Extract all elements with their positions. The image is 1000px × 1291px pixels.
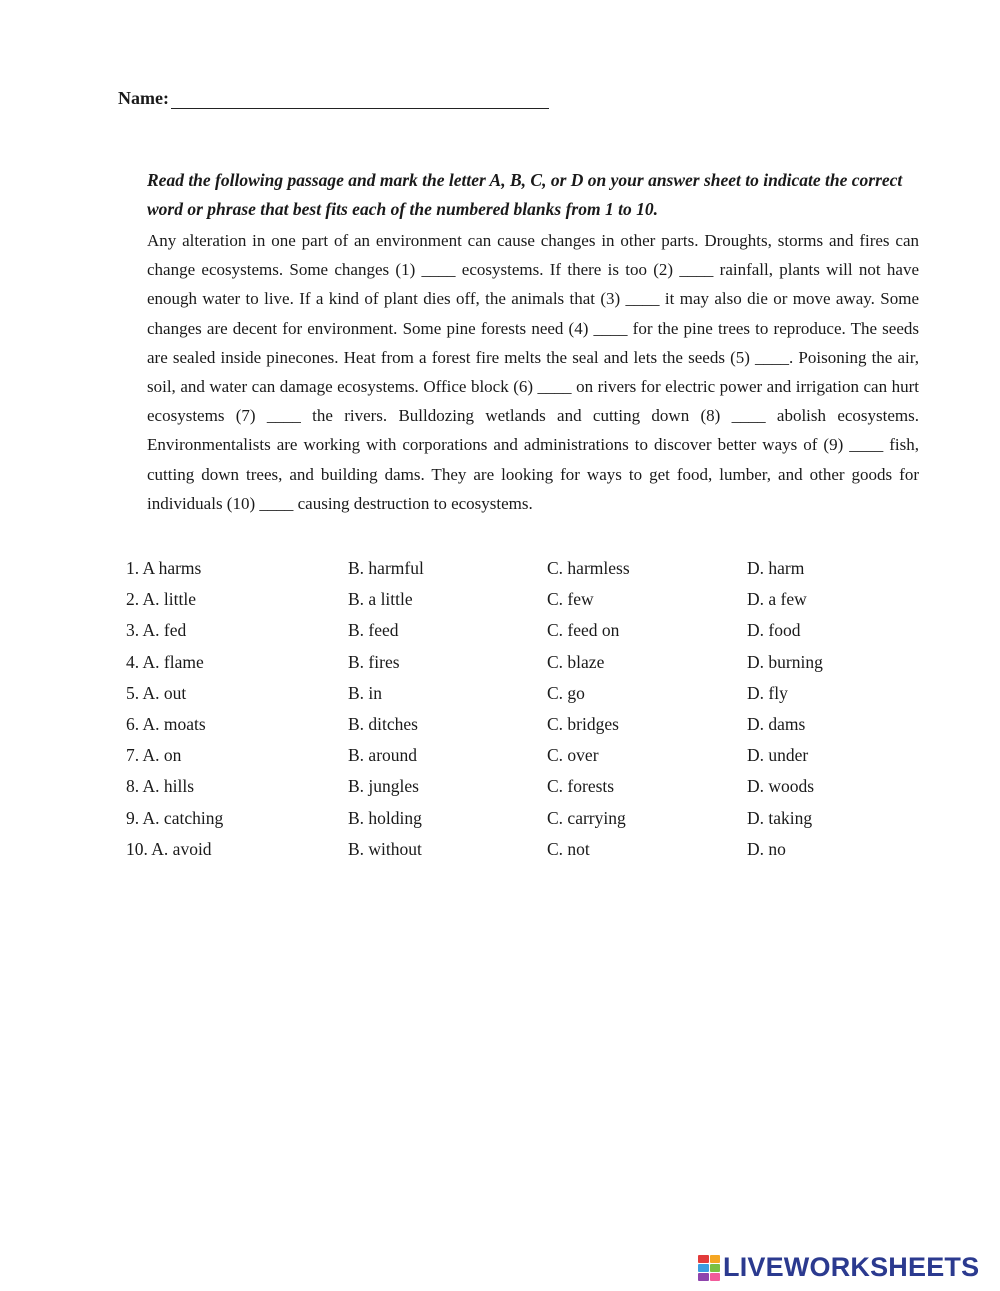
option-d: D. dams [747,714,806,735]
option-b: B. in [348,682,383,703]
name-field [118,88,549,109]
option-c: C. harmless [547,558,630,579]
option-c: C. over [547,745,599,766]
question-row-8 [126,771,846,802]
option-d: D. harm [747,558,805,579]
option-c: C. blaze [547,651,605,672]
option-c: C. feed on [547,620,620,641]
option-b: B. around [348,745,418,766]
option-d: D. woods [747,776,815,797]
option-a: 5. A. out [126,682,187,703]
option-a: 2. A. little [126,589,196,610]
question-row-6 [126,709,846,740]
question-row-4 [126,647,846,678]
option-c: C. carrying [547,807,626,828]
option-a: 6. A. moats [126,714,206,735]
answer-choices [126,553,846,865]
question-row-7 [126,740,846,771]
name-underline [171,88,549,109]
option-a: 4. A. flame [126,651,204,672]
option-a: 10. A. avoid [126,838,212,859]
liveworksheets-logo-icon [698,1255,720,1281]
brand-name: LIVEWORKSHEETS [723,1252,980,1282]
logo-block [710,1255,721,1263]
question-row-9 [126,803,846,834]
option-d: D. under [747,745,809,766]
option-a: 3. A. fed [126,620,187,641]
option-a: 8. A. hills [126,776,195,797]
option-b: B. holding [348,807,422,828]
option-a: 1. A harms [126,558,202,579]
liveworksheets-brand [698,1252,979,1283]
option-b: B. harmful [348,558,424,579]
logo-block [710,1264,721,1272]
logo-block [710,1273,721,1281]
option-a: 9. A. catching [126,807,224,828]
option-c: C. bridges [547,714,619,735]
option-d: D. food [747,620,801,641]
option-c: C. not [547,838,590,859]
option-d: D. taking [747,807,813,828]
question-row-2 [126,584,846,615]
option-b: B. a little [348,589,413,610]
option-d: D. a few [747,589,807,610]
logo-block [698,1255,709,1263]
option-d: D. fly [747,682,788,703]
option-b: B. feed [348,620,399,641]
name-label: Name: [118,88,169,108]
question-row-1 [126,553,846,584]
option-d: D. no [747,838,786,859]
instructions: Read the following passage and mark the letter A, B, C, or D on your answer sheet to indicate the correct word or phrase that best fits each of the numbered blanks from 1 to 10. [147,170,903,219]
option-b: B. fires [348,651,400,672]
option-c: C. few [547,589,594,610]
option-b: B. without [348,838,422,859]
passage: Any alteration in one part of an environment can cause changes in other parts. Droughts, storms and fires can change ecosystems. Some changes (1) ____ ecosystems. If there is too (2) ____ rainfall, plants will not have enough water to live. If a kind of plant dies off, the animals that (3) ____ it may also die or move away. Some changes are decent for environment. Some pine forests need (4) ____ for the pine trees to reproduce. The seeds are sealed inside pinecones. Heat from a forest fire melts the seal and lets the seeds (5) ____. Poisoning the air, soil, and water can damage ecosystems. Office block (6) ____ on rivers for electric power and irrigation can hurt ecosystems (7) ____ the rivers. Bulldozing wetlands and cutting down (8) ____ abolish ecosystems. Environmentalists are working with corporations and administrations to discover better ways of (9) ____ fish, cutting down trees, and building dams. They are looking for ways to get food, lumber, and other goods for individuals (10) ____ causing destruction to ecosystems. [147,231,919,513]
logo-block [698,1264,709,1272]
question-row-5 [126,678,846,709]
option-b: B. jungles [348,776,419,797]
option-d: D. burning [747,651,823,672]
logo-block [698,1273,709,1281]
option-c: C. forests [547,776,615,797]
option-c: C. go [547,682,585,703]
question-row-10 [126,834,846,865]
question-row-3 [126,615,846,646]
option-b: B. ditches [348,714,418,735]
option-a: 7. A. on [126,745,182,766]
